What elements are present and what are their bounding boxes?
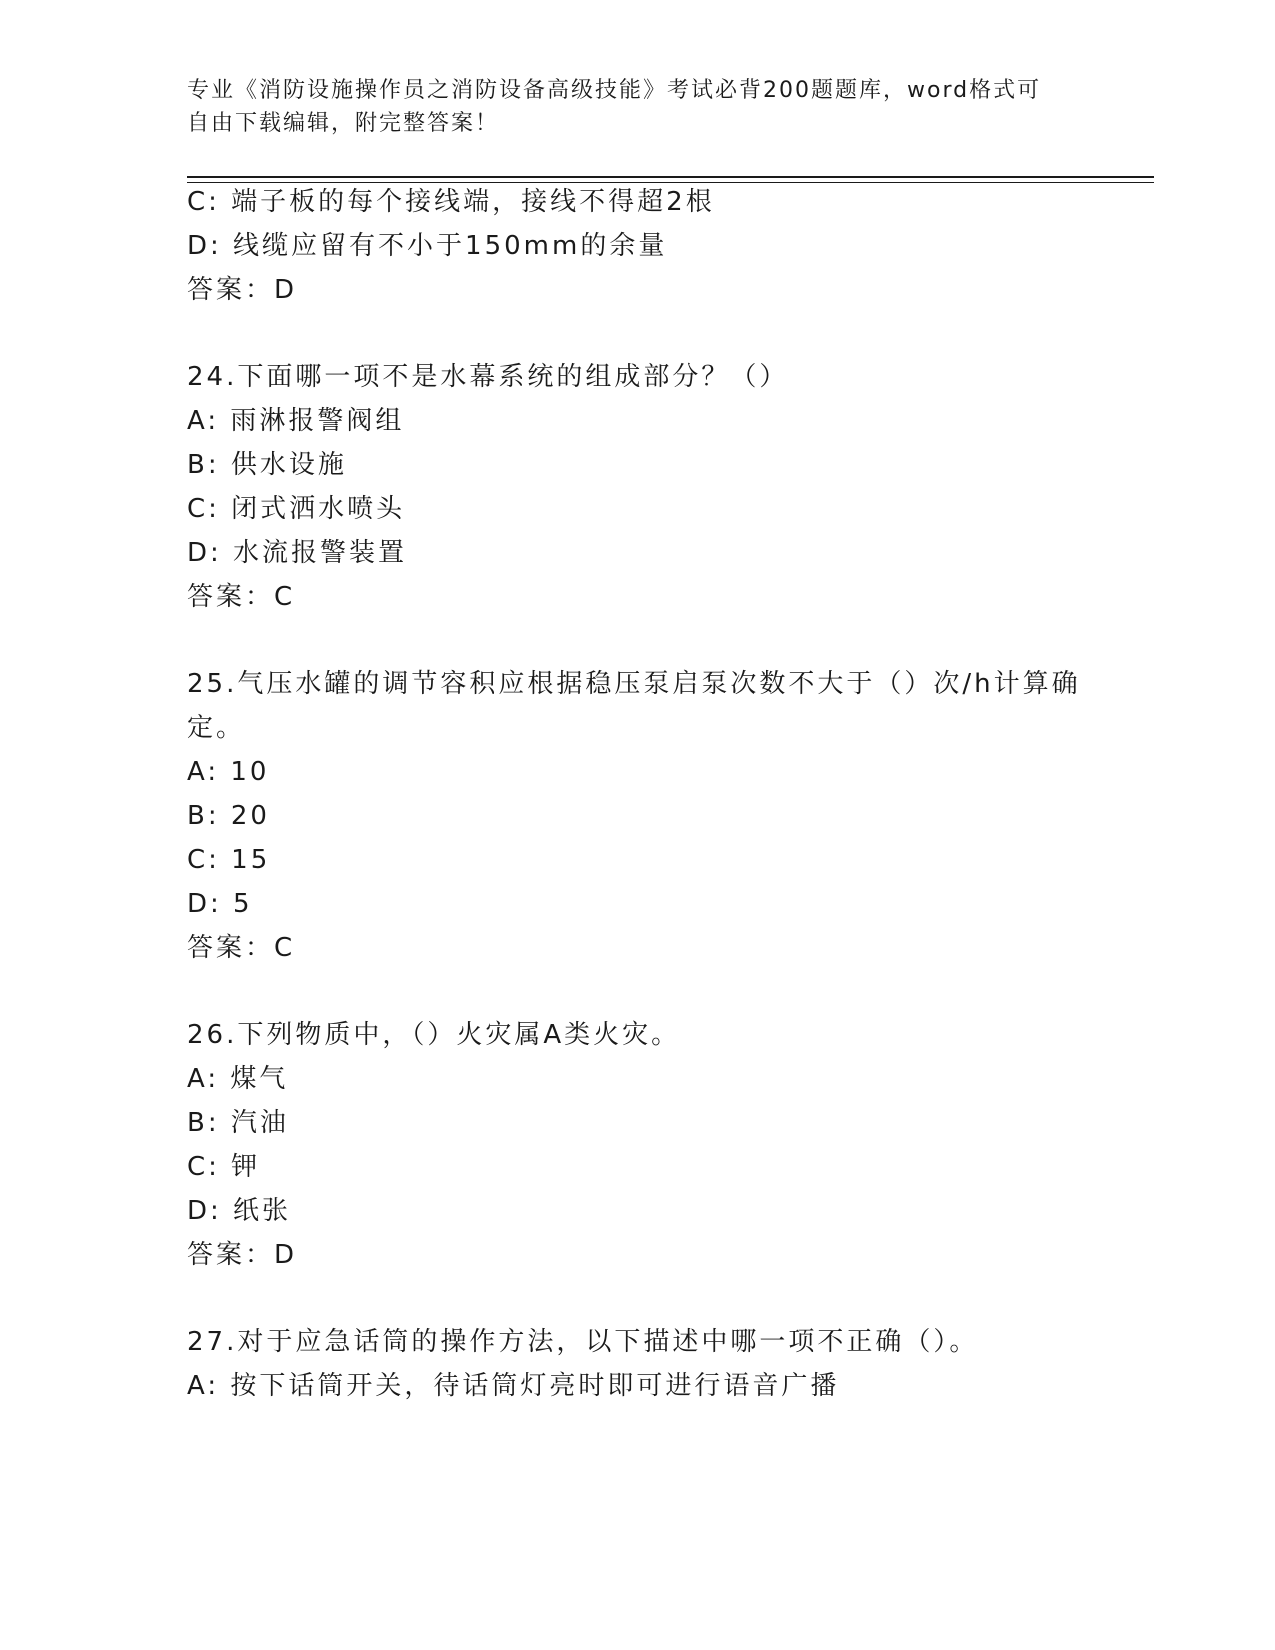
option-line: A: 煤气 <box>187 1064 289 1094</box>
answer-line: 答案：D <box>187 275 298 305</box>
question-stem: 25.气压水罐的调节容积应根据稳压泵启泵次数不大于（）次/h计算确 <box>187 669 1081 699</box>
question-stem: 24.下面哪一项不是水幕系统的组成部分？（） <box>187 362 789 392</box>
option-line: C: 端子板的每个接线端，接线不得超2根 <box>187 187 715 217</box>
option-line: C: 15 <box>187 845 271 875</box>
header-line-1: 专业《消防设施操作员之消防设备高级技能》考试必背200题题库，word格式可 <box>187 78 1042 103</box>
option-line: B: 20 <box>187 801 270 831</box>
option-line: C: 钾 <box>187 1152 261 1182</box>
answer-line: 答案：C <box>187 933 296 963</box>
question-stem-cont: 定。 <box>187 713 246 743</box>
option-line: D: 5 <box>187 889 253 919</box>
option-line: B: 汽油 <box>187 1108 289 1138</box>
document-header <box>187 74 1087 140</box>
header-divider-thin <box>187 182 1154 183</box>
option-line: A: 雨淋报警阀组 <box>187 406 405 436</box>
header-line-2: 自由下载编辑，附完整答案！ <box>187 111 500 136</box>
option-line: A: 10 <box>187 757 270 787</box>
option-line: D: 水流报警装置 <box>187 538 408 568</box>
header-divider-thick <box>187 176 1154 178</box>
answer-line: 答案：C <box>187 582 296 612</box>
option-line: B: 供水设施 <box>187 450 347 480</box>
answer-line: 答案：D <box>187 1240 298 1270</box>
option-line: A: 按下话筒开关，待话筒灯亮时即可进行语音广播 <box>187 1371 840 1401</box>
option-line: C: 闭式洒水喷头 <box>187 494 406 524</box>
option-line: D: 纸张 <box>187 1196 292 1226</box>
question-stem: 27.对于应急话筒的操作方法，以下描述中哪一项不正确（）。 <box>187 1327 979 1357</box>
question-stem: 26.下列物质中，（）火灾属A类火灾。 <box>187 1020 681 1050</box>
option-line: D: 线缆应留有不小于150mm的余量 <box>187 231 668 261</box>
